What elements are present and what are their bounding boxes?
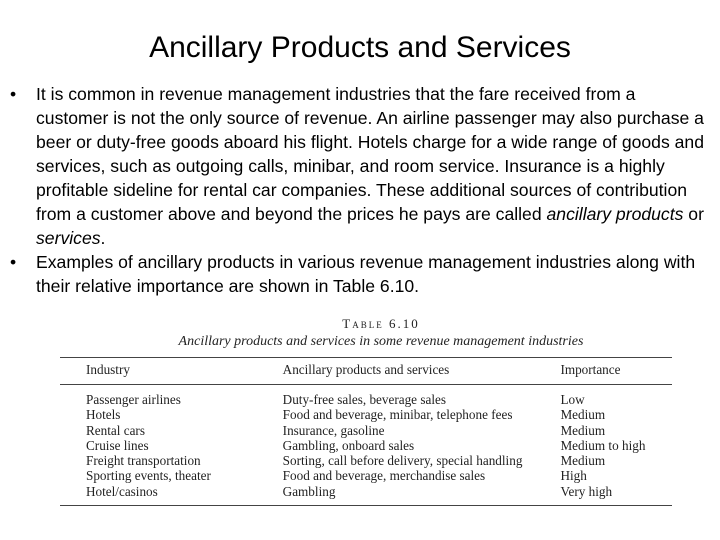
cell-industry: Hotel/casinos — [86, 483, 158, 499]
table-caption: Ancillary products and services in some revenue management industries — [178, 334, 584, 349]
table-figure — [60, 316, 672, 506]
cell-industry: Sporting events, theater — [86, 468, 211, 484]
header-importance: Importance — [560, 362, 621, 377]
bullet-list — [8, 82, 708, 298]
table-label: Table 6.10 — [342, 316, 420, 331]
table-row — [60, 385, 672, 408]
bullet-text — [36, 82, 708, 250]
cell-ancillary: Duty-free sales, beverage sales — [282, 392, 446, 407]
table-header-row — [60, 358, 672, 385]
emphasis-services: services — [36, 228, 101, 248]
emphasis-ancillary-products: ancillary products — [546, 204, 684, 224]
cell-ancillary: Sorting, call before delivery, special handling — [282, 453, 523, 469]
header-industry: Industry — [86, 362, 130, 377]
table-row — [60, 407, 672, 422]
cell-importance: Medium — [560, 407, 606, 423]
cell-ancillary: Food and beverage, merchandise sales — [282, 468, 486, 484]
cell-ancillary: Insurance, gasoline — [282, 422, 385, 438]
header-ancillary: Ancillary products and services — [282, 362, 450, 377]
bullet-item — [8, 82, 708, 250]
cell-industry: Passenger airlines — [86, 392, 181, 407]
table-row — [60, 438, 672, 453]
cell-importance: Very high — [560, 483, 613, 499]
cell-importance: Medium — [560, 422, 606, 438]
bullet-marker: • — [10, 84, 17, 104]
cell-ancillary: Food and beverage, minibar, telephone fees — [282, 407, 513, 423]
cell-ancillary: Gambling, onboard sales — [282, 437, 415, 453]
cell-importance: High — [560, 468, 587, 484]
table-row — [60, 484, 672, 506]
table-row — [60, 468, 672, 483]
cell-ancillary: Gambling — [282, 483, 336, 499]
bullet-marker: • — [10, 252, 17, 272]
table-row — [60, 423, 672, 438]
bullet-text: Examples of ancillary products in various revenue management industries along with their relative importance are shown in Table 6.10. — [36, 252, 696, 296]
ancillary-table — [60, 357, 672, 506]
cell-industry: Freight transportation — [86, 453, 201, 469]
cell-importance: Medium — [560, 453, 606, 469]
cell-importance: Medium to high — [560, 437, 646, 453]
bullet-text-connector: or — [683, 204, 704, 224]
cell-importance: Low — [560, 392, 585, 407]
slide-title: Ancillary Products and Services — [149, 31, 571, 64]
table-row — [60, 453, 672, 468]
bullet-text-end: . — [100, 228, 106, 248]
bullet-text-body: It is common in revenue management industries that the fare received from a customer is not the only source of revenue. An airline passenger may also purchase a beer or duty-free goods aboard his flight. Hotels charge for a wide range of goods and services, such as outgoing calls, minibar, and room service. Insurance is a highly profitable sideline for rental car companies. These additional sources of contribution from a customer above and beyond the prices he pays are called — [36, 84, 704, 224]
cell-industry: Rental cars — [86, 422, 145, 438]
cell-industry: Cruise lines — [86, 437, 149, 453]
bullet-item — [8, 250, 708, 298]
cell-industry: Hotels — [86, 407, 121, 423]
